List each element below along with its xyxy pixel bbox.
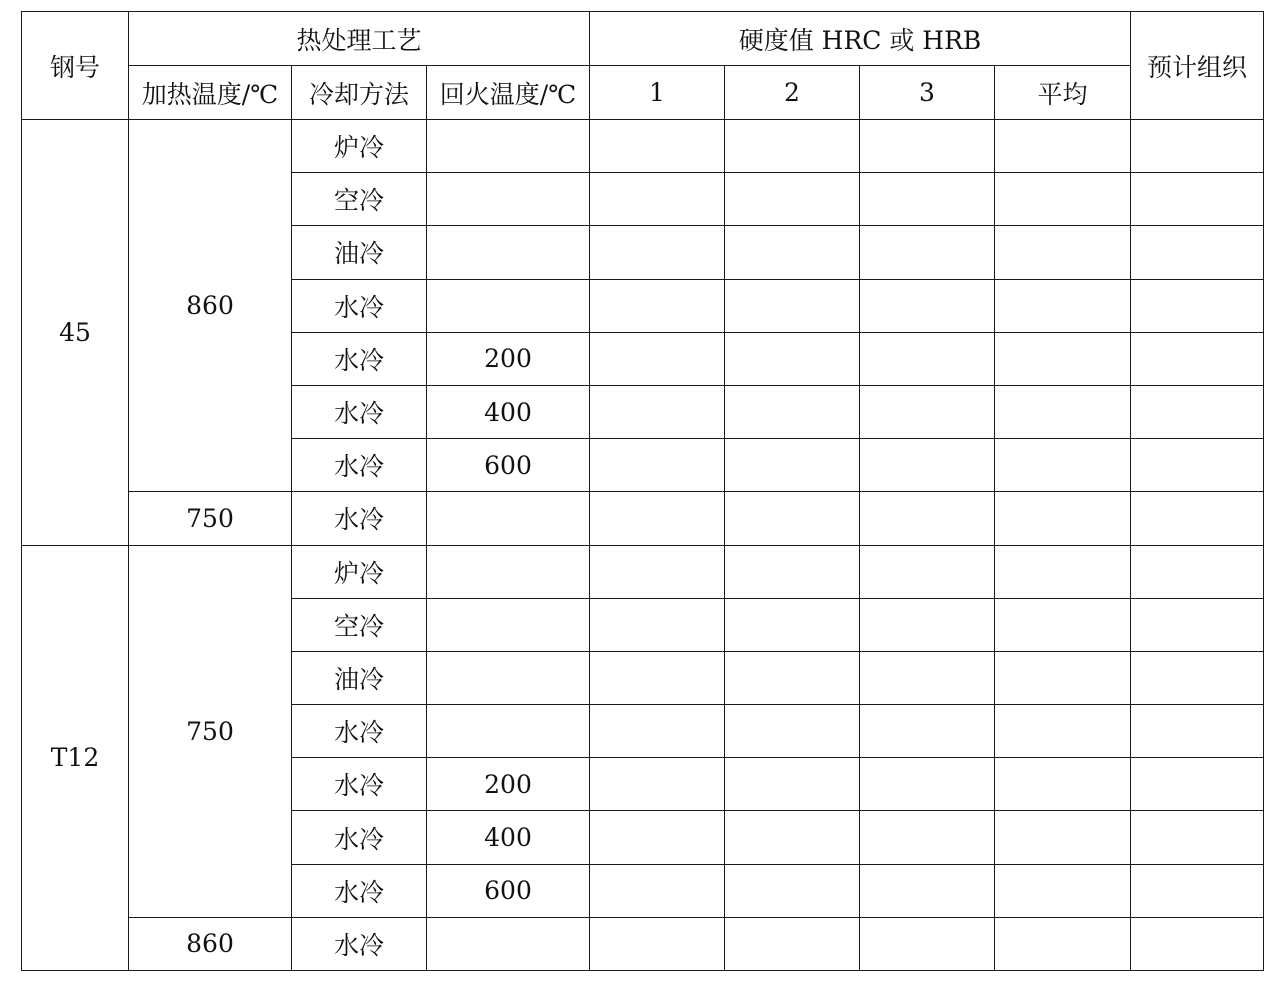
hardness-3-cell	[860, 173, 995, 226]
hardness-3-cell	[860, 864, 995, 917]
hardness-3-cell	[860, 120, 995, 173]
hardness-1-cell	[590, 226, 725, 279]
header-hardness-average: 平均	[995, 66, 1131, 120]
tempering-temp-cell: 600	[427, 864, 590, 917]
header-hardness-2: 2	[725, 66, 860, 120]
header-expected-structure: 预计组织	[1131, 12, 1264, 120]
expected-structure-cell	[1131, 705, 1264, 758]
hardness-2-cell	[725, 598, 860, 651]
tempering-temp-cell	[427, 545, 590, 598]
heating-temp-cell: 860	[129, 120, 292, 492]
hardness-3-cell	[860, 545, 995, 598]
heat-treatment-table	[21, 11, 1264, 971]
expected-structure-cell	[1131, 385, 1264, 438]
hardness-2-cell	[725, 758, 860, 811]
expected-structure-cell	[1131, 598, 1264, 651]
hardness-2-cell	[725, 332, 860, 385]
heating-temp-cell: 750	[129, 492, 292, 545]
hardness-1-cell	[590, 173, 725, 226]
expected-structure-cell	[1131, 758, 1264, 811]
tempering-temp-cell	[427, 120, 590, 173]
expected-structure-cell	[1131, 439, 1264, 492]
hardness-average-cell	[995, 864, 1131, 917]
hardness-3-cell	[860, 651, 995, 704]
hardness-average-cell	[995, 279, 1131, 332]
hardness-2-cell	[725, 811, 860, 864]
expected-structure-cell	[1131, 545, 1264, 598]
cooling-method-cell: 水冷	[292, 439, 427, 492]
hardness-average-cell	[995, 226, 1131, 279]
expected-structure-cell	[1131, 864, 1264, 917]
hardness-3-cell	[860, 332, 995, 385]
hardness-3-cell	[860, 705, 995, 758]
tempering-temp-cell	[427, 705, 590, 758]
header-hardness: 硬度值 HRC 或 HRB	[590, 12, 1131, 66]
hardness-1-cell	[590, 598, 725, 651]
hardness-3-cell	[860, 811, 995, 864]
cooling-method-cell: 水冷	[292, 279, 427, 332]
hardness-1-cell	[590, 705, 725, 758]
hardness-2-cell	[725, 439, 860, 492]
hardness-1-cell	[590, 864, 725, 917]
hardness-1-cell	[590, 758, 725, 811]
hardness-3-cell	[860, 917, 995, 970]
expected-structure-cell	[1131, 226, 1264, 279]
tempering-temp-cell: 600	[427, 439, 590, 492]
expected-structure-cell	[1131, 917, 1264, 970]
tempering-temp-cell	[427, 651, 590, 704]
tempering-temp-cell	[427, 279, 590, 332]
tempering-temp-cell	[427, 598, 590, 651]
hardness-average-cell	[995, 439, 1131, 492]
hardness-average-cell	[995, 811, 1131, 864]
header-tempering-temp: 回火温度/℃	[427, 66, 590, 120]
hardness-1-cell	[590, 917, 725, 970]
hardness-3-cell	[860, 279, 995, 332]
hardness-average-cell	[995, 492, 1131, 545]
hardness-1-cell	[590, 545, 725, 598]
hardness-average-cell	[995, 705, 1131, 758]
hardness-1-cell	[590, 492, 725, 545]
tempering-temp-cell: 400	[427, 385, 590, 438]
hardness-1-cell	[590, 332, 725, 385]
hardness-average-cell	[995, 651, 1131, 704]
hardness-2-cell	[725, 385, 860, 438]
cooling-method-cell: 水冷	[292, 705, 427, 758]
hardness-3-cell	[860, 439, 995, 492]
table-row	[22, 492, 1264, 545]
hardness-3-cell	[860, 758, 995, 811]
hardness-1-cell	[590, 385, 725, 438]
table-row	[22, 545, 1264, 598]
tempering-temp-cell	[427, 226, 590, 279]
steel-number-cell: 45	[22, 120, 129, 546]
header-steel-no: 钢号	[22, 12, 129, 120]
tempering-temp-cell	[427, 492, 590, 545]
cooling-method-cell: 水冷	[292, 492, 427, 545]
hardness-average-cell	[995, 545, 1131, 598]
hardness-2-cell	[725, 545, 860, 598]
hardness-1-cell	[590, 811, 725, 864]
expected-structure-cell	[1131, 173, 1264, 226]
hardness-2-cell	[725, 279, 860, 332]
table-row	[22, 917, 1264, 970]
table-row	[22, 120, 1264, 173]
expected-structure-cell	[1131, 279, 1264, 332]
hardness-average-cell	[995, 758, 1131, 811]
hardness-2-cell	[725, 864, 860, 917]
cooling-method-cell: 水冷	[292, 758, 427, 811]
cooling-method-cell: 油冷	[292, 226, 427, 279]
tempering-temp-cell: 200	[427, 758, 590, 811]
cooling-method-cell: 空冷	[292, 598, 427, 651]
expected-structure-cell	[1131, 332, 1264, 385]
expected-structure-cell	[1131, 120, 1264, 173]
cooling-method-cell: 水冷	[292, 385, 427, 438]
hardness-average-cell	[995, 917, 1131, 970]
hardness-3-cell	[860, 226, 995, 279]
hardness-1-cell	[590, 120, 725, 173]
hardness-2-cell	[725, 651, 860, 704]
header-cooling-method: 冷却方法	[292, 66, 427, 120]
header-heat-process: 热处理工艺	[129, 12, 590, 66]
hardness-3-cell	[860, 598, 995, 651]
expected-structure-cell	[1131, 811, 1264, 864]
cooling-method-cell: 炉冷	[292, 545, 427, 598]
hardness-1-cell	[590, 279, 725, 332]
hardness-2-cell	[725, 173, 860, 226]
cooling-method-cell: 水冷	[292, 332, 427, 385]
header-hardness-1: 1	[590, 66, 725, 120]
tempering-temp-cell: 200	[427, 332, 590, 385]
cooling-method-cell: 水冷	[292, 811, 427, 864]
hardness-average-cell	[995, 120, 1131, 173]
hardness-2-cell	[725, 120, 860, 173]
hardness-average-cell	[995, 332, 1131, 385]
cooling-method-cell: 水冷	[292, 917, 427, 970]
heating-temp-cell: 750	[129, 545, 292, 917]
header-hardness-3: 3	[860, 66, 995, 120]
hardness-average-cell	[995, 385, 1131, 438]
cooling-method-cell: 空冷	[292, 173, 427, 226]
hardness-1-cell	[590, 651, 725, 704]
steel-number-cell: T12	[22, 545, 129, 971]
hardness-average-cell	[995, 598, 1131, 651]
cooling-method-cell: 油冷	[292, 651, 427, 704]
tempering-temp-cell	[427, 917, 590, 970]
tempering-temp-cell: 400	[427, 811, 590, 864]
expected-structure-cell	[1131, 492, 1264, 545]
expected-structure-cell	[1131, 651, 1264, 704]
heating-temp-cell: 860	[129, 917, 292, 970]
hardness-2-cell	[725, 917, 860, 970]
tempering-temp-cell	[427, 173, 590, 226]
hardness-average-cell	[995, 173, 1131, 226]
hardness-2-cell	[725, 705, 860, 758]
header-heating-temp: 加热温度/℃	[129, 66, 292, 120]
hardness-3-cell	[860, 385, 995, 438]
cooling-method-cell: 水冷	[292, 864, 427, 917]
hardness-2-cell	[725, 226, 860, 279]
hardness-3-cell	[860, 492, 995, 545]
hardness-1-cell	[590, 439, 725, 492]
hardness-2-cell	[725, 492, 860, 545]
cooling-method-cell: 炉冷	[292, 120, 427, 173]
